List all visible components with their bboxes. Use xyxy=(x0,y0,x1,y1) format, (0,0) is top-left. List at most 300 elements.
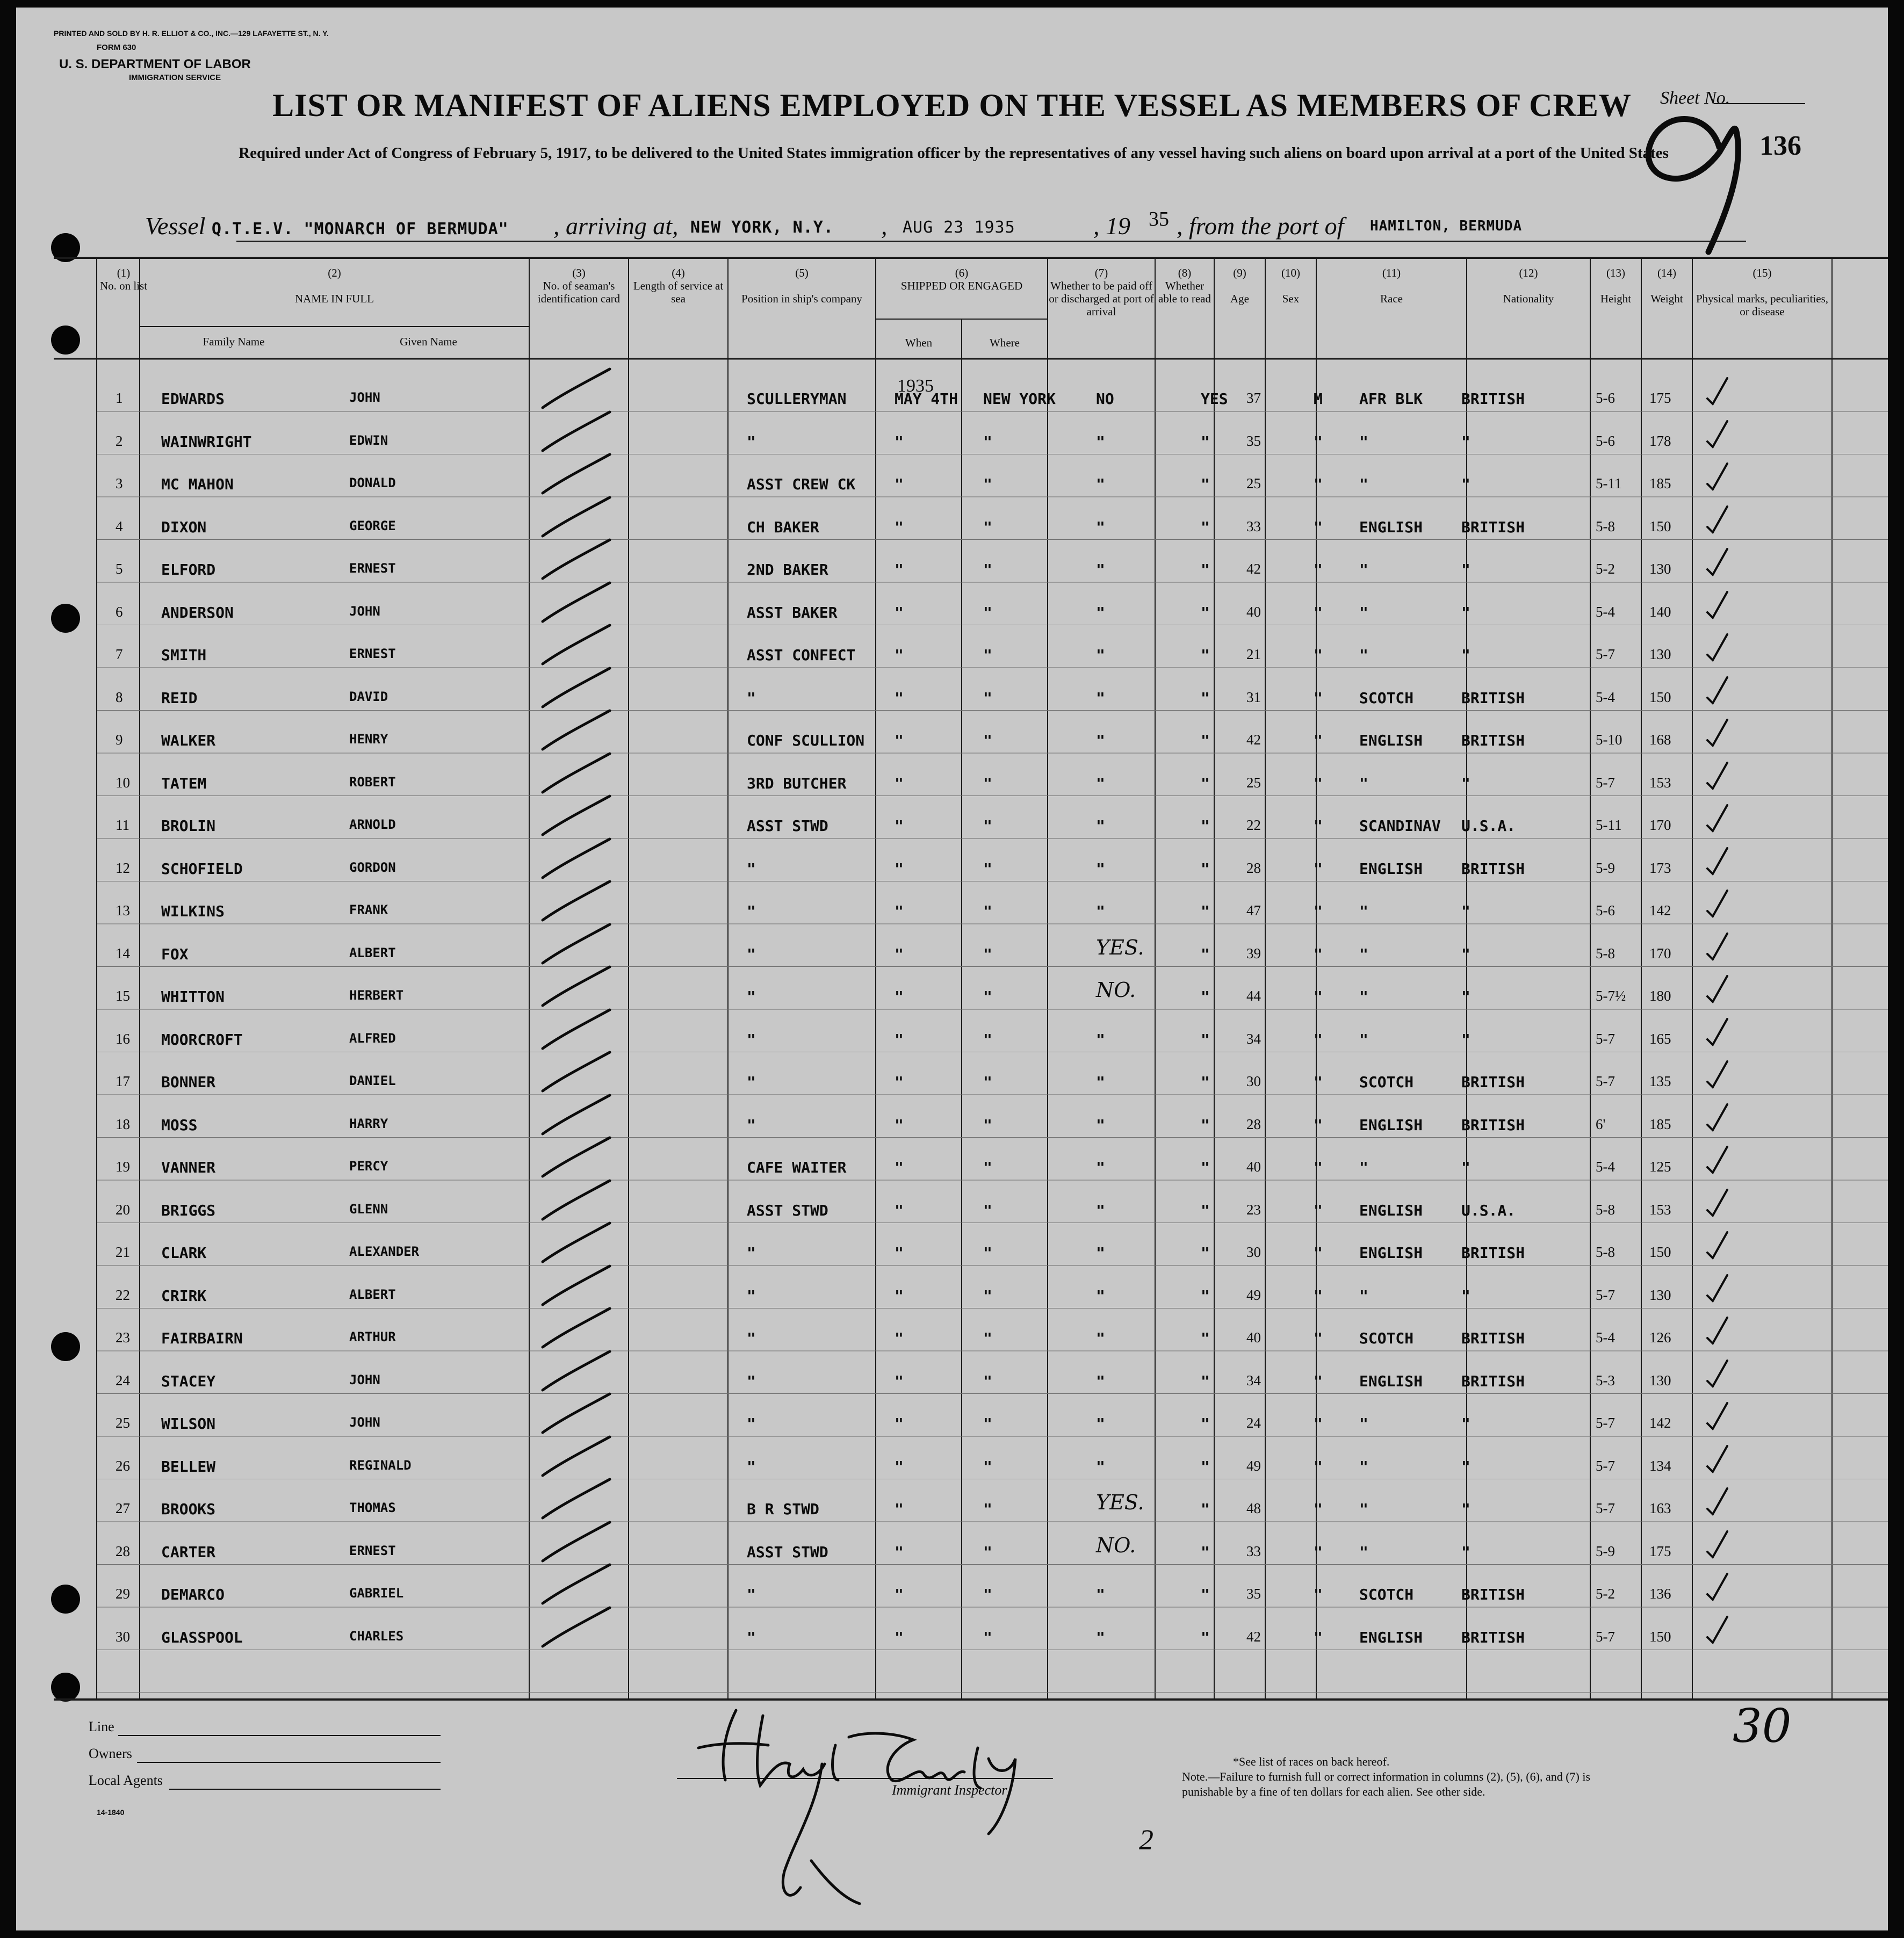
row-5-age: 42 xyxy=(1246,561,1261,577)
row-26-when: " xyxy=(895,1457,904,1476)
row-6-family: ANDERSON xyxy=(161,603,234,621)
row-9-family: WALKER xyxy=(161,732,216,749)
row-15-weight: 180 xyxy=(1649,988,1671,1004)
row-18-height: 6' xyxy=(1596,1116,1606,1132)
row-2-race: " xyxy=(1359,432,1368,451)
row-3-family: MC MAHON xyxy=(161,475,234,493)
row-19-position: CAFE WAITER xyxy=(747,1159,847,1176)
row-9-height: 5-10 xyxy=(1596,732,1622,748)
row-8-read: " xyxy=(1201,689,1210,707)
row-4-age: 33 xyxy=(1246,518,1261,534)
row-13-id-slash-mark xyxy=(540,877,615,925)
row-5-family: ELFORD xyxy=(161,561,216,578)
row-8-family: REID xyxy=(161,689,198,707)
row-11-race: SCANDINAV xyxy=(1359,817,1441,835)
row-6-height: 5-4 xyxy=(1596,603,1615,620)
row-6-where: " xyxy=(983,603,992,621)
row-21-nationality: BRITISH xyxy=(1461,1244,1525,1262)
row-2-sex: " xyxy=(1314,432,1323,451)
row-28-paid: NO. xyxy=(1096,1533,1136,1557)
row-30-where: " xyxy=(983,1628,992,1646)
row-13-nationality: " xyxy=(1461,902,1470,920)
row-30-no: 30 xyxy=(116,1628,130,1645)
row-26-no: 26 xyxy=(116,1457,130,1474)
row-2-nationality: " xyxy=(1461,432,1470,451)
row-19-where: " xyxy=(983,1159,992,1176)
row-12-nationality: BRITISH xyxy=(1461,859,1525,878)
row-28-height: 5-9 xyxy=(1596,1543,1615,1559)
row-7-age: 21 xyxy=(1246,646,1261,662)
row-9-nationality: BRITISH xyxy=(1461,732,1525,749)
row-29-id-slash-mark xyxy=(540,1560,615,1609)
row-22-age: 49 xyxy=(1246,1286,1261,1303)
row-4-height: 5-8 xyxy=(1596,518,1615,534)
row-13-no: 13 xyxy=(116,902,130,919)
row-15-height: 5-7½ xyxy=(1596,988,1626,1004)
row-11-read: " xyxy=(1201,817,1210,835)
row-15-age: 44 xyxy=(1246,988,1261,1004)
row-20-family: BRIGGS xyxy=(161,1201,216,1219)
row-30-given: CHARLES xyxy=(349,1628,404,1644)
row-6-age: 40 xyxy=(1246,603,1261,620)
row-3-age: 25 xyxy=(1246,475,1261,491)
row-15-position: " xyxy=(747,988,756,1006)
row-15-when: " xyxy=(895,988,904,1006)
row-18-position: " xyxy=(747,1116,756,1134)
row-12-race: ENGLISH xyxy=(1359,859,1423,878)
row-7-race: " xyxy=(1359,646,1368,664)
row-7-when: " xyxy=(895,646,904,664)
row-13-family: WILKINS xyxy=(161,902,225,920)
row-27-sex: " xyxy=(1314,1500,1323,1518)
row-1-position: SCULLERYMAN xyxy=(747,390,847,408)
row-25-check-mark xyxy=(1703,1398,1735,1435)
row-28-nationality: " xyxy=(1461,1543,1470,1561)
row-9-no: 9 xyxy=(116,732,123,748)
row-25-weight: 142 xyxy=(1649,1415,1671,1431)
row-18-check-mark xyxy=(1703,1099,1735,1137)
row-13-height: 5-6 xyxy=(1596,902,1615,919)
row-3-race: " xyxy=(1359,475,1368,493)
row-27-given: THOMAS xyxy=(349,1500,396,1515)
row-6-position: ASST BAKER xyxy=(747,603,838,621)
row-20-when: " xyxy=(895,1201,904,1219)
row-30-sex: " xyxy=(1314,1628,1323,1646)
penalty-note: Note.—Failure to furnish full or correct information in columns (2), (5), (6), and (7) is punishable by a fine of ten dollars for each alien. See other side. xyxy=(1182,1770,1591,1798)
row-2-weight: 178 xyxy=(1649,432,1671,449)
row-1-where: NEW YORK xyxy=(983,390,1056,408)
row-9-sex: " xyxy=(1314,732,1323,749)
row-26-nationality: " xyxy=(1461,1457,1470,1476)
row-16-position: " xyxy=(747,1030,756,1048)
row-19-given: PERCY xyxy=(349,1159,388,1174)
row-17-given: DANIEL xyxy=(349,1073,396,1088)
row-19-id-slash-mark xyxy=(540,1133,615,1182)
row-19-weight: 125 xyxy=(1649,1159,1671,1175)
row-29-nationality: BRITISH xyxy=(1461,1586,1525,1603)
row-8-check-mark xyxy=(1703,672,1735,710)
col-14-number: (14) xyxy=(1657,266,1676,279)
row-5-where: " xyxy=(983,561,992,578)
col-13-label: Height xyxy=(1600,292,1632,305)
row-27-when: " xyxy=(895,1500,904,1518)
row-14-when: " xyxy=(895,945,904,963)
given-name-header: Given Name xyxy=(400,335,457,348)
row-28-position: ASST STWD xyxy=(747,1543,828,1561)
row-24-height: 5-3 xyxy=(1596,1372,1615,1389)
sex-header xyxy=(1265,266,1316,305)
row-15-id-slash-mark xyxy=(540,963,615,1011)
row-10-check-mark xyxy=(1703,757,1735,795)
row-15-read: " xyxy=(1201,988,1210,1006)
row-29-when: " xyxy=(895,1586,904,1603)
agents-underline xyxy=(169,1789,441,1790)
row-11-position: ASST STWD xyxy=(747,817,828,835)
col-5-label: Position in ship's company xyxy=(741,292,862,305)
row-5-paid: " xyxy=(1096,561,1105,578)
row-18-when: " xyxy=(895,1116,904,1134)
row-25-nationality: " xyxy=(1461,1415,1470,1433)
row-8-position: " xyxy=(747,689,756,707)
row-12-no: 12 xyxy=(116,859,130,876)
row-21-height: 5-8 xyxy=(1596,1244,1615,1260)
col-7-number: (7) xyxy=(1094,266,1108,279)
row-14-id-slash-mark xyxy=(540,920,615,968)
row-19-age: 40 xyxy=(1246,1159,1261,1175)
row-7-read: " xyxy=(1201,646,1210,664)
row-8-paid: " xyxy=(1096,689,1105,707)
row-17-position: " xyxy=(747,1073,756,1091)
row-10-position: 3RD BUTCHER xyxy=(747,774,847,792)
row-29-race: SCOTCH xyxy=(1359,1586,1414,1603)
row-11-id-slash-mark xyxy=(540,792,615,840)
row-6-nationality: " xyxy=(1461,603,1470,621)
row-14-read: " xyxy=(1201,945,1210,963)
row-28-race: " xyxy=(1359,1543,1368,1561)
row-5-sex: " xyxy=(1314,561,1323,578)
row-8-age: 31 xyxy=(1246,689,1261,705)
row-10-race: " xyxy=(1359,774,1368,792)
row-7-where: " xyxy=(983,646,992,664)
row-18-given: HARRY xyxy=(349,1116,388,1131)
inspector-signature xyxy=(688,1700,1064,1925)
row-9-weight: 168 xyxy=(1649,732,1671,748)
row-26-check-mark xyxy=(1703,1441,1735,1478)
row-28-id-slash-mark xyxy=(540,1518,615,1566)
row-16-paid: " xyxy=(1096,1030,1105,1048)
row-3-weight: 185 xyxy=(1649,475,1671,491)
row-29-read: " xyxy=(1201,1586,1210,1603)
row-12-height: 5-9 xyxy=(1596,859,1615,876)
row-22-check-mark xyxy=(1703,1270,1735,1307)
row-2-paid: " xyxy=(1096,432,1105,451)
col-2-label: NAME IN FULL xyxy=(295,292,374,305)
row-2-read: " xyxy=(1201,432,1210,451)
row-23-weight: 126 xyxy=(1649,1329,1671,1346)
weight-header xyxy=(1641,266,1692,305)
local-agents-label: Local Agents xyxy=(89,1773,163,1788)
row-28-sex: " xyxy=(1314,1543,1323,1561)
row-2-check-mark xyxy=(1703,416,1735,453)
row-5-height: 5-2 xyxy=(1596,561,1615,577)
row-4-paid: " xyxy=(1096,518,1105,536)
col-11-number: (11) xyxy=(1382,266,1401,279)
row-5-weight: 130 xyxy=(1649,561,1671,577)
row-3-check-mark xyxy=(1703,458,1735,496)
row-29-weight: 136 xyxy=(1649,1586,1671,1602)
read-header xyxy=(1155,266,1214,305)
row-9-read: " xyxy=(1201,732,1210,749)
where-header: Where xyxy=(990,336,1020,349)
row-10-paid: " xyxy=(1096,774,1105,792)
row-20-paid: " xyxy=(1096,1201,1105,1219)
col-5-number: (5) xyxy=(795,266,809,279)
row-6-weight: 140 xyxy=(1649,603,1671,620)
row-28-read: " xyxy=(1201,1543,1210,1561)
sheet-label: Sheet No. xyxy=(1660,88,1730,108)
row-8-given: DAVID xyxy=(349,689,388,704)
row-28-given: ERNEST xyxy=(349,1543,396,1558)
row-15-check-mark xyxy=(1703,971,1735,1008)
row-25-race: " xyxy=(1359,1415,1368,1433)
row-12-sex: " xyxy=(1314,859,1323,878)
row-7-nationality: " xyxy=(1461,646,1470,664)
row-15-where: " xyxy=(983,988,992,1006)
row-23-sex: " xyxy=(1314,1329,1323,1347)
col-12-number: (12) xyxy=(1519,266,1538,279)
row-21-read: " xyxy=(1201,1244,1210,1262)
row-1-check-mark xyxy=(1703,373,1735,410)
row-16-check-mark xyxy=(1703,1014,1735,1051)
row-27-nationality: " xyxy=(1461,1500,1470,1518)
row-6-id-slash-mark xyxy=(540,578,615,627)
row-14-nationality: " xyxy=(1461,945,1470,963)
form-number: FORM 630 xyxy=(97,43,136,52)
row-1-id-slash-mark xyxy=(540,365,615,413)
row-27-height: 5-7 xyxy=(1596,1500,1615,1516)
row-27-age: 48 xyxy=(1246,1500,1261,1516)
row-27-id-slash-mark xyxy=(540,1475,615,1523)
physical-marks-header xyxy=(1692,266,1832,318)
row-18-age: 28 xyxy=(1246,1116,1261,1132)
row-23-id-slash-mark xyxy=(540,1304,615,1353)
row-2-age: 35 xyxy=(1246,432,1261,449)
row-9-where: " xyxy=(983,732,992,749)
row-21-sex: " xyxy=(1314,1244,1323,1262)
row-13-when: " xyxy=(895,902,904,920)
col-1-label: No. on list xyxy=(99,279,148,292)
row-5-when: " xyxy=(895,561,904,578)
row-23-given: ARTHUR xyxy=(349,1329,396,1344)
row-16-weight: 165 xyxy=(1649,1030,1671,1047)
year-prefix: , 19 xyxy=(1093,212,1130,240)
row-28-no: 28 xyxy=(116,1543,130,1559)
col-8-number: (8) xyxy=(1178,266,1192,279)
row-7-no: 7 xyxy=(116,646,123,662)
row-23-nationality: BRITISH xyxy=(1461,1329,1525,1347)
manifest-page xyxy=(16,8,1888,1930)
row-16-where: " xyxy=(983,1030,992,1048)
row-18-family: MOSS xyxy=(161,1116,198,1134)
row-3-height: 5-11 xyxy=(1596,475,1622,491)
row-27-paid: YES. xyxy=(1096,1491,1144,1514)
row-16-when: " xyxy=(895,1030,904,1048)
row-12-family: SCHOFIELD xyxy=(161,859,243,878)
col-13-number: (13) xyxy=(1606,266,1625,279)
row-23-check-mark xyxy=(1703,1312,1735,1350)
row-12-check-mark xyxy=(1703,843,1735,880)
col-12-label: Nationality xyxy=(1503,292,1554,305)
row-3-where: " xyxy=(983,475,992,493)
row-13-where: " xyxy=(983,902,992,920)
row-20-position: ASST STWD xyxy=(747,1201,828,1219)
row-22-no: 22 xyxy=(116,1286,130,1303)
row-6-check-mark xyxy=(1703,587,1735,624)
row-11-no: 11 xyxy=(116,817,129,833)
row-18-nationality: BRITISH xyxy=(1461,1116,1525,1134)
row-17-read: " xyxy=(1201,1073,1210,1091)
row-17-where: " xyxy=(983,1073,992,1091)
row-25-read: " xyxy=(1201,1415,1210,1433)
row-16-race: " xyxy=(1359,1030,1368,1048)
row-23-when: " xyxy=(895,1329,904,1347)
position-header xyxy=(728,266,876,305)
page-title: LIST OR MANIFEST OF ALIENS EMPLOYED ON THE VESSEL AS MEMBERS OF CREW xyxy=(272,88,1632,123)
row-14-no: 14 xyxy=(116,945,130,961)
row-20-nationality: U.S.A. xyxy=(1461,1201,1516,1219)
row-11-height: 5-11 xyxy=(1596,817,1622,833)
row-20-given: GLENN xyxy=(349,1201,388,1217)
row-4-race: ENGLISH xyxy=(1359,518,1423,536)
row-8-when: " xyxy=(895,689,904,707)
row-20-where: " xyxy=(983,1201,992,1219)
row-4-check-mark xyxy=(1703,501,1735,539)
row-6-given: JOHN xyxy=(349,603,380,619)
row-8-height: 5-4 xyxy=(1596,689,1615,705)
col-2-number: (2) xyxy=(328,266,341,279)
row-7-height: 5-7 xyxy=(1596,646,1615,662)
row-10-height: 5-7 xyxy=(1596,774,1615,791)
row-16-id-slash-mark xyxy=(540,1006,615,1054)
row-29-sex: " xyxy=(1314,1586,1323,1603)
row-19-check-mark xyxy=(1703,1141,1735,1179)
from-label: , from the port of xyxy=(1177,212,1344,240)
row-15-sex: " xyxy=(1314,988,1323,1006)
row-23-race: SCOTCH xyxy=(1359,1329,1414,1347)
row-27-no: 27 xyxy=(116,1500,130,1516)
row-17-race: SCOTCH xyxy=(1359,1073,1414,1091)
row-5-nationality: " xyxy=(1461,561,1470,578)
row-6-sex: " xyxy=(1314,603,1323,621)
col-1-number: (1) xyxy=(117,266,131,279)
row-24-weight: 130 xyxy=(1649,1372,1671,1389)
row-29-age: 35 xyxy=(1246,1586,1261,1602)
row-13-position: " xyxy=(747,902,756,920)
form-code: 14-1840 xyxy=(97,1808,125,1817)
from-port: HAMILTON, BERMUDA xyxy=(1370,218,1523,234)
row-15-given: HERBERT xyxy=(349,988,404,1003)
row-1-race: AFR BLK xyxy=(1359,390,1423,408)
col-9-number: (9) xyxy=(1233,266,1246,279)
row-17-nationality: BRITISH xyxy=(1461,1073,1525,1091)
row-25-when: " xyxy=(895,1415,904,1433)
col-6-label: SHIPPED OR ENGAGED xyxy=(900,279,1023,292)
row-28-where: " xyxy=(983,1543,992,1561)
row-7-check-mark xyxy=(1703,629,1735,667)
row-21-id-slash-mark xyxy=(540,1219,615,1267)
row-28-age: 33 xyxy=(1246,1543,1261,1559)
row-30-height: 5-7 xyxy=(1596,1628,1615,1645)
row-25-given: JOHN xyxy=(349,1415,380,1430)
row-4-when: " xyxy=(895,518,904,536)
paid-off-header xyxy=(1048,266,1155,318)
row-26-race: " xyxy=(1359,1457,1368,1476)
row-5-race: " xyxy=(1359,561,1368,578)
arriving-port: NEW YORK, N.Y. xyxy=(690,218,834,237)
row-2-no: 2 xyxy=(116,432,123,449)
col-9-label: Age xyxy=(1230,292,1249,305)
row-25-position: " xyxy=(747,1415,756,1433)
row-27-position: B R STWD xyxy=(747,1500,819,1518)
row-21-when: " xyxy=(895,1244,904,1262)
row-24-paid: " xyxy=(1096,1372,1105,1390)
row-16-age: 34 xyxy=(1246,1030,1261,1047)
row-18-no: 18 xyxy=(116,1116,130,1132)
row-16-family: MOORCROFT xyxy=(161,1030,243,1048)
row-1-height: 5-6 xyxy=(1596,390,1615,406)
row-18-read: " xyxy=(1201,1116,1210,1134)
row-29-check-mark xyxy=(1703,1568,1735,1606)
row-6-when: " xyxy=(895,603,904,621)
row-25-height: 5-7 xyxy=(1596,1415,1615,1431)
row-25-no: 25 xyxy=(116,1415,130,1431)
row-30-read: " xyxy=(1201,1628,1210,1646)
row-11-nationality: U.S.A. xyxy=(1461,817,1516,835)
row-26-age: 49 xyxy=(1246,1457,1261,1474)
row-3-id-slash-mark xyxy=(540,450,615,498)
col-7-label: Whether to be paid off or discharged at port of arrival xyxy=(1049,279,1154,318)
row-29-no: 29 xyxy=(116,1586,130,1602)
row-22-id-slash-mark xyxy=(540,1262,615,1310)
row-14-age: 39 xyxy=(1246,945,1261,961)
row-2-where: " xyxy=(983,432,992,451)
row-19-race: " xyxy=(1359,1159,1368,1176)
row-12-age: 28 xyxy=(1246,859,1261,876)
col-4-number: (4) xyxy=(672,266,685,279)
row-6-paid: " xyxy=(1096,603,1105,621)
row-9-age: 42 xyxy=(1246,732,1261,748)
service-label: IMMIGRATION SERVICE xyxy=(129,73,221,82)
row-2-family: WAINWRIGHT xyxy=(161,432,252,451)
row-21-age: 30 xyxy=(1246,1244,1261,1260)
row-7-given: ERNEST xyxy=(349,646,396,661)
row-22-height: 5-7 xyxy=(1596,1286,1615,1303)
row-11-when: " xyxy=(895,817,904,835)
when-header: When xyxy=(905,336,933,349)
row-5-id-slash-mark xyxy=(540,536,615,584)
col-10-label: Sex xyxy=(1282,292,1300,305)
row-24-where: " xyxy=(983,1372,992,1390)
row-30-check-mark xyxy=(1703,1611,1735,1649)
row-12-position: " xyxy=(747,859,756,878)
col-14-label: Weight xyxy=(1650,292,1683,305)
row-9-when: " xyxy=(895,732,904,749)
row-9-check-mark xyxy=(1703,714,1735,752)
row-25-age: 24 xyxy=(1246,1415,1261,1431)
row-14-where: " xyxy=(983,945,992,963)
row-11-age: 22 xyxy=(1246,817,1261,833)
row-11-paid: " xyxy=(1096,817,1105,835)
